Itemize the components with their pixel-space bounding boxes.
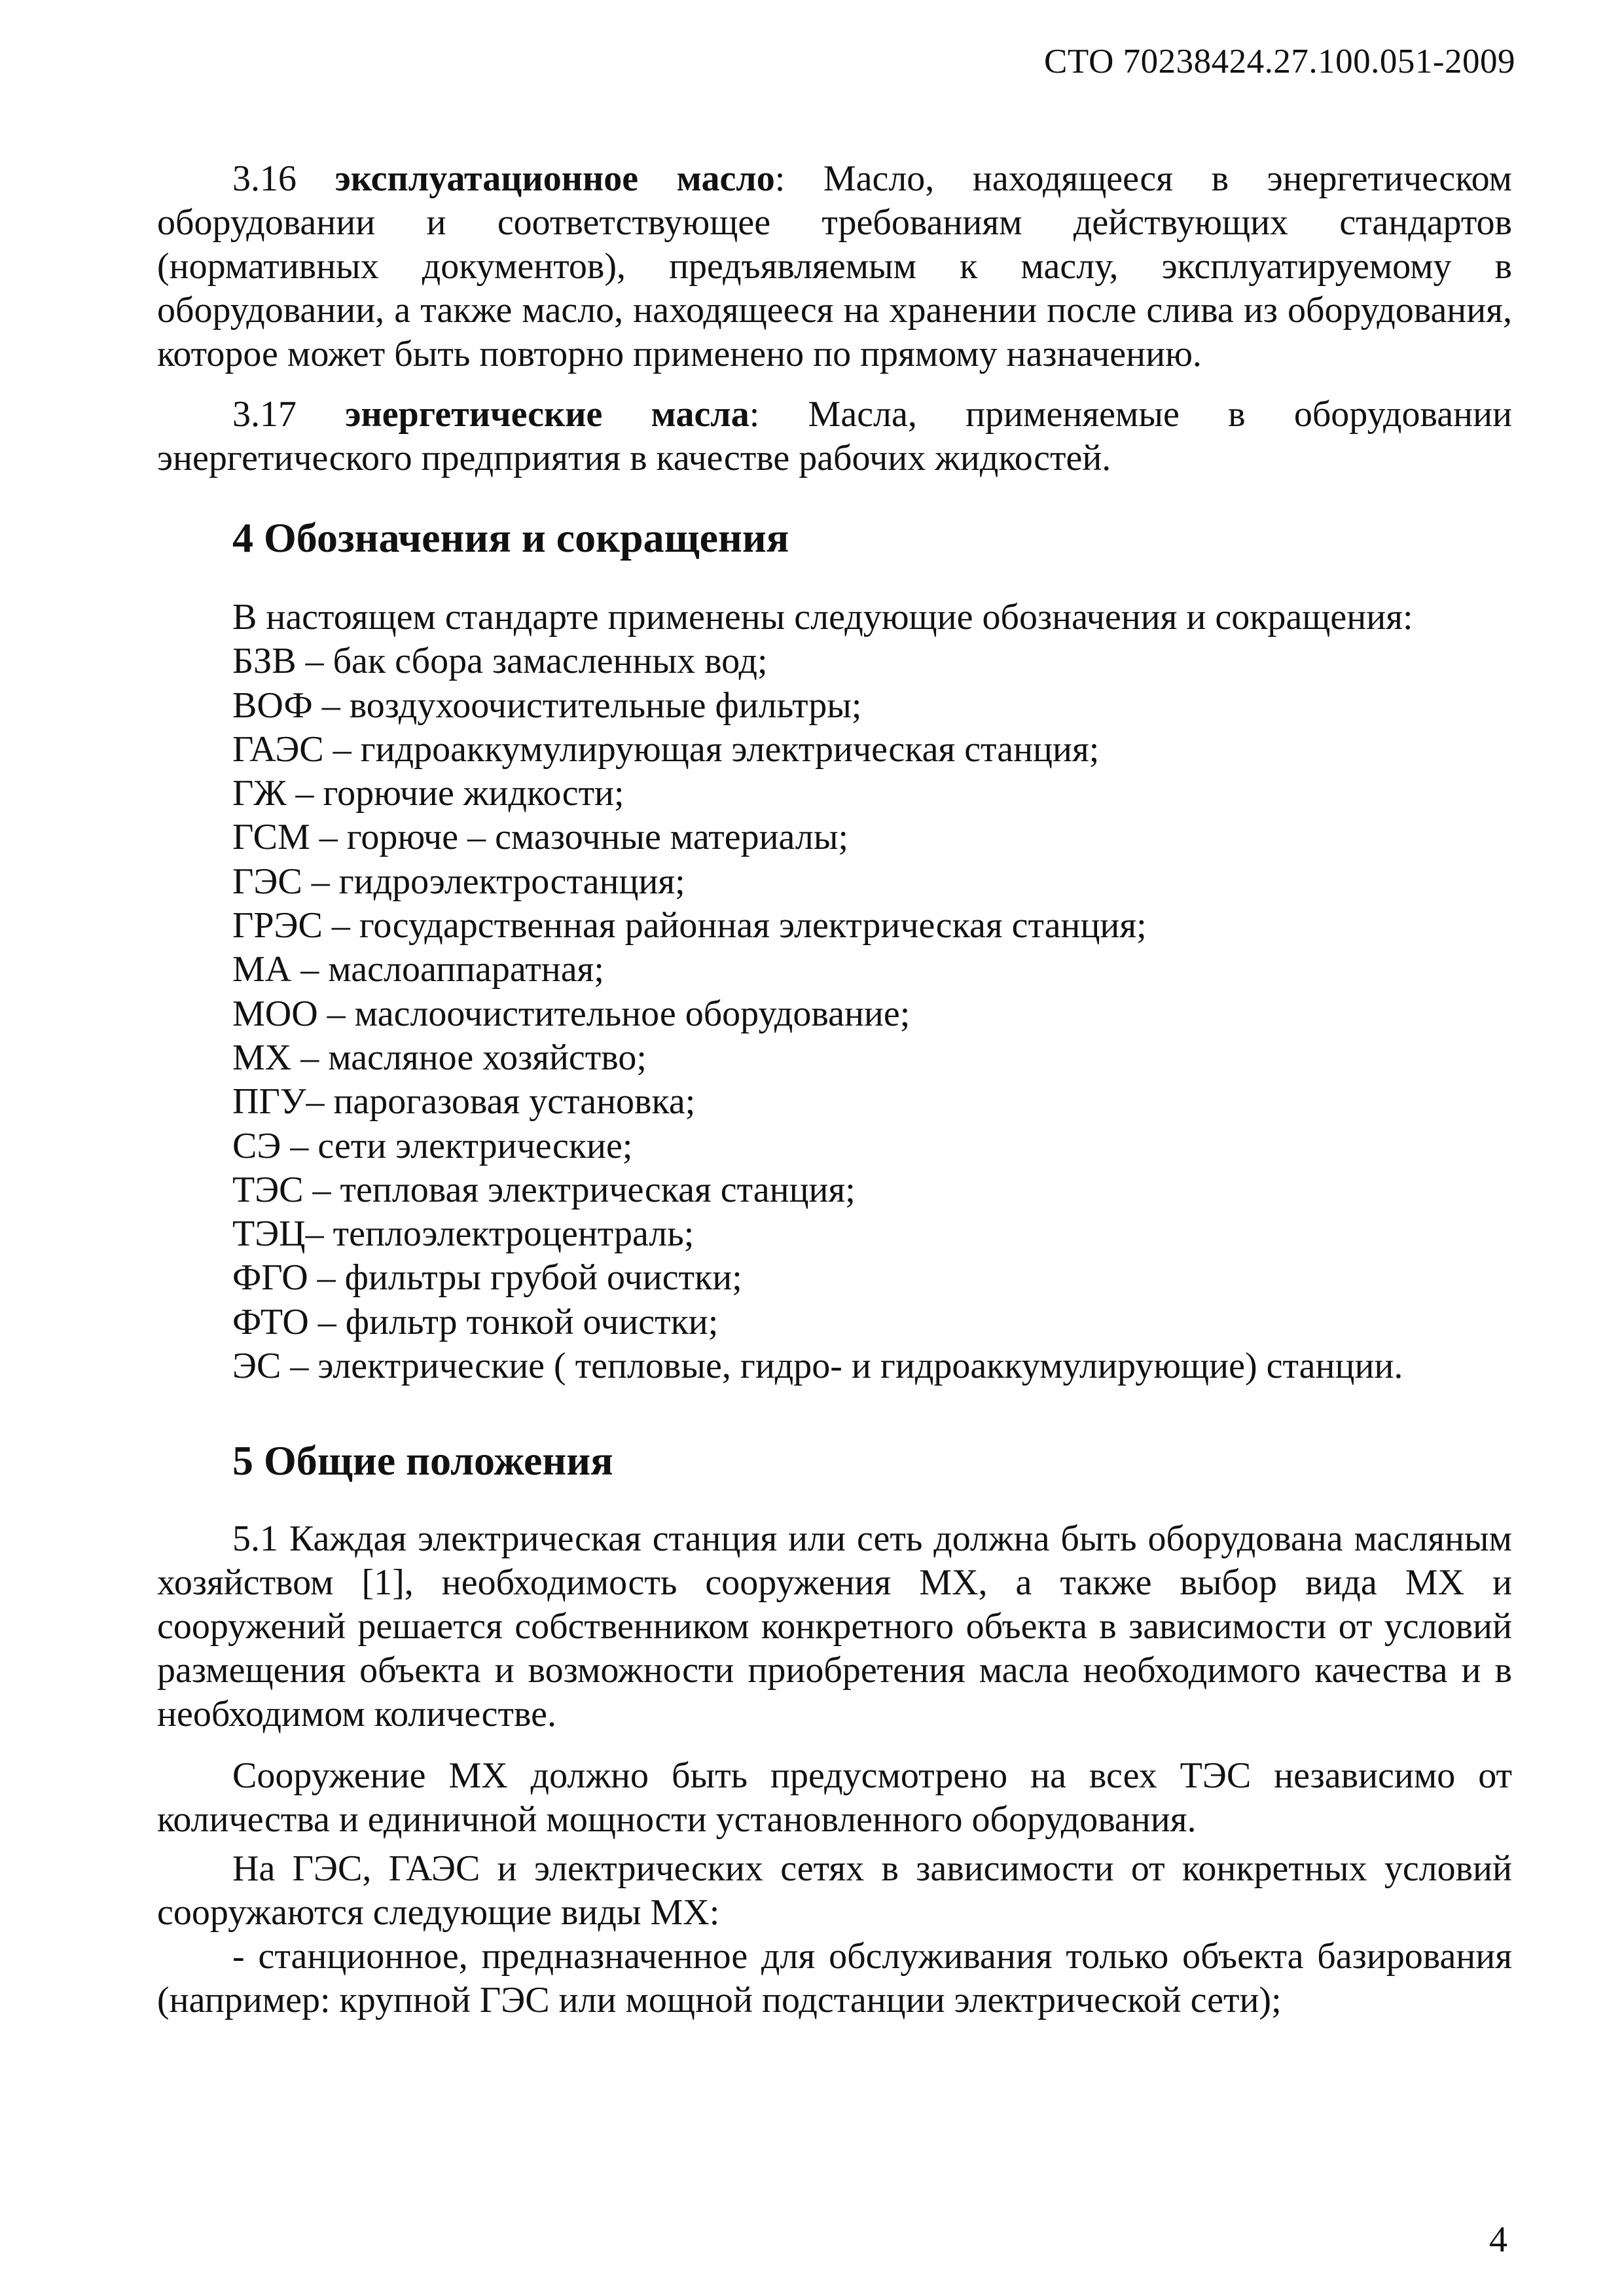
paragraph-5-1-b: Сооружение МХ должно быть предусмотрено на всех ТЭС независимо от количества и единичной мощности установленного оборудования. — [157, 1755, 1512, 1840]
abbreviation-item: МХ – масляное хозяйство; — [232, 1037, 647, 1078]
abbreviation-item: ВОФ – воздухоочистительные фильтры; — [232, 685, 862, 726]
document-code-header: СТО 70238424.27.100.051-2009 — [1044, 43, 1515, 81]
abbreviations-list — [232, 596, 1542, 1388]
abbreviation-item: ГАЭС – гидроаккумулирующая электрическая станция; — [232, 728, 1100, 770]
list-item-stationary: - станционное, предназначенное для обслуживания только объекта базирования (например: крупной ГЭС или мощной подстанции электрической сети); — [157, 1936, 1512, 2020]
abbreviation-item: ГСМ – горюче – смазочные материалы; — [232, 817, 849, 858]
term-definition: : Масло, находящееся в энергетическом оборудовании и соответствующее требованиям действующих стандартов (нормативных документов), предъявляемым к маслу, эксплуатируемому в оборудовании, а также масло, находящееся на хранении после слива из оборудования, которое может быть повторно применено по прямому назначению. — [157, 158, 1512, 374]
abbreviation-item: ТЭЦ– теплоэлектроцентраль; — [232, 1213, 695, 1255]
abbreviation-item: ФТО – фильтр тонкой очистки; — [232, 1301, 719, 1342]
section-5-heading: 5 Общие положения — [232, 1437, 613, 1484]
abbreviation-item: ГЭС – гидроэлектростанция; — [232, 861, 685, 902]
section-4-heading: 4 Обозначения и сокращения — [232, 514, 789, 561]
term-definition: : Масла, применяемые в оборудовании энергетического предприятия в качестве рабочих жидкостей. — [157, 394, 1512, 478]
abbreviation-item: ТЭС – тепловая электрическая станция; — [232, 1169, 856, 1210]
term-title: энергетические масла — [345, 394, 749, 435]
abbreviation-item: ЭС – электрические ( тепловые, гидро- и гидроаккумулирующие) станции. — [232, 1346, 1403, 1387]
paragraph-5-1-c: На ГЭС, ГАЭС и электрических сетях в зависимости от конкретных условий сооружаются следующие виды МХ: — [157, 1848, 1512, 1933]
term-3-16 — [157, 157, 1512, 376]
abbreviation-item: МОО – маслоочистительное оборудование; — [232, 993, 911, 1034]
term-title: эксплуатационное масло — [334, 158, 775, 199]
term-number: 3.16 — [232, 158, 297, 199]
page-number: 4 — [1489, 2219, 1507, 2260]
abbreviation-item: ГРЭС – государственная районная электрическая станция; — [232, 905, 1147, 946]
paragraph-5-1: 5.1 Каждая электрическая станция или сеть должна быть оборудована масляным хозяйством [1], необходимость сооружения МХ, а также выбор вида МХ и сооружений решается собственником конкретного объекта в зависимости от условий размещения объекта и возможности приобретения масла необходимого качества и в необходимом количестве. — [157, 1518, 1512, 1734]
abbreviation-item: СЭ – сети электрические; — [232, 1125, 633, 1166]
abbreviation-item: ПГУ– парогазовая установка; — [232, 1081, 696, 1122]
abbreviation-item: ФГО – фильтры грубой очистки; — [232, 1257, 742, 1299]
abbreviation-item: БЗВ – бак сбора замасленных вод; — [232, 641, 768, 682]
term-number: 3.17 — [232, 394, 297, 435]
abbreviation-item: ГЖ – горючие жидкости; — [232, 773, 624, 814]
abbreviations-intro: В настоящем стандарте применены следующие обозначения и сокращения: — [232, 597, 1413, 637]
term-3-17 — [157, 393, 1512, 480]
abbreviation-item: МА – маслоаппаратная; — [232, 949, 604, 990]
